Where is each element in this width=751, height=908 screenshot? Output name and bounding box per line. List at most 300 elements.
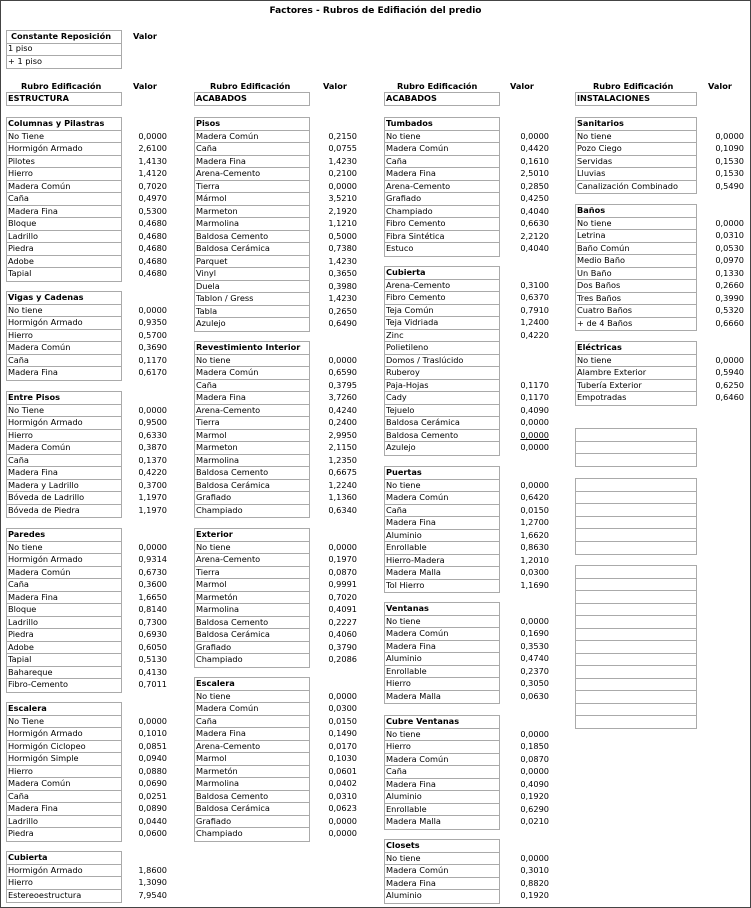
item-value: 0,1970 <box>328 554 357 564</box>
item-label: Arena-Cemento <box>386 280 451 290</box>
section-title: Cubre Ventanas <box>386 716 460 726</box>
constante-valor-header: Valor <box>133 31 157 41</box>
category-label: ACABADOS <box>196 93 247 103</box>
item-label: Grafiado <box>196 816 232 826</box>
item-label: Madera Fina <box>196 728 246 738</box>
item-label: Marmol <box>196 753 227 763</box>
section-title: Cubierta <box>8 852 48 862</box>
item-label: Bloque <box>8 218 37 228</box>
item-value: 0,0000 <box>520 853 549 863</box>
item-label: Marmol <box>196 430 227 440</box>
item-value: 2,9950 <box>328 430 357 440</box>
item-value: 0,6170 <box>138 367 167 377</box>
item-label: No tiene <box>8 305 43 315</box>
item-value: 0,6930 <box>138 629 167 639</box>
item-value: 0,0402 <box>328 778 357 788</box>
item-value: 0,0310 <box>715 230 744 240</box>
item-value: 0,2650 <box>328 306 357 316</box>
item-label: Alambre Exterior <box>577 367 647 377</box>
item-value: 0,0623 <box>328 803 357 813</box>
section-title: Cubierta <box>386 267 426 277</box>
item-label: Caña <box>8 355 29 365</box>
item-label: Ruberoy <box>386 367 420 377</box>
item-label: Champiado <box>196 654 243 664</box>
item-value: 0,0000 <box>715 355 744 365</box>
item-value: 0,6460 <box>715 392 744 402</box>
item-label: Madera Fina <box>386 641 436 651</box>
item-value: 1,1970 <box>138 505 167 515</box>
item-value: 0,6490 <box>328 318 357 328</box>
item-label: Pilotes <box>8 156 35 166</box>
item-value: 0,1490 <box>328 728 357 738</box>
item-value: 0,0000 <box>520 616 549 626</box>
item-value: 0,6050 <box>138 642 167 652</box>
item-value: 0,0000 <box>328 828 357 838</box>
item-label: Caña <box>386 505 407 515</box>
item-label: Madera Común <box>196 131 259 141</box>
item-label: Champiado <box>196 505 243 515</box>
item-label: Hormigón Armado <box>8 865 83 875</box>
item-value: 0,9991 <box>328 579 357 589</box>
item-value: 0,0000 <box>328 816 357 826</box>
item-value: 0,0000 <box>520 729 549 739</box>
item-value: 0,1530 <box>715 156 744 166</box>
item-value: 0,3870 <box>138 442 167 452</box>
item-label: Cady <box>386 392 407 402</box>
item-label: Caña <box>8 193 29 203</box>
item-value: 1,1970 <box>138 492 167 502</box>
item-label: Madera Común <box>8 567 71 577</box>
item-value: 0,1370 <box>138 455 167 465</box>
item-value: 0,6630 <box>520 218 549 228</box>
item-label: Tierra <box>196 417 220 427</box>
item-label: Madera Fina <box>8 467 58 477</box>
item-label: Fibro-Cemento <box>8 679 69 689</box>
item-label: Baldosa Cemento <box>196 467 269 477</box>
item-label: Tabla <box>196 306 218 316</box>
item-label: Teja Común <box>386 305 434 315</box>
item-value: 0,1850 <box>520 741 549 751</box>
item-label: No tiene <box>386 616 421 626</box>
item-label: Aluminio <box>386 890 422 900</box>
item-value: 0,0300 <box>328 703 357 713</box>
item-value: 0,4220 <box>520 330 549 340</box>
item-label: Aluminio <box>386 530 422 540</box>
item-label: Marmeton <box>196 206 238 216</box>
item-value: 0,4040 <box>520 243 549 253</box>
item-value: 0,1530 <box>715 168 744 178</box>
item-value: 0,6330 <box>138 430 167 440</box>
item-value: 0,0890 <box>138 803 167 813</box>
item-label: Caña <box>386 766 407 776</box>
item-value: 0,0210 <box>520 816 549 826</box>
item-value: 0,0970 <box>715 255 744 265</box>
item-label: Hormigón Armado <box>8 143 83 153</box>
col-header-rubro: Rubro Edificación <box>21 81 102 91</box>
item-value: 1,1690 <box>520 580 549 590</box>
item-value: 0,1090 <box>715 143 744 153</box>
col-header-valor: Valor <box>323 81 347 91</box>
item-label: Tubería Exterior <box>577 380 642 390</box>
section-title: Eléctricas <box>577 342 622 352</box>
item-value: 0,6370 <box>520 292 549 302</box>
item-label: Hormigón Armado <box>8 317 83 327</box>
item-value: 1,3090 <box>138 877 167 887</box>
section-title: Ventanas <box>386 603 429 613</box>
item-value: 1,4120 <box>138 168 167 178</box>
item-label: Baldosa Cemento <box>196 791 269 801</box>
item-value: 0,3690 <box>138 342 167 352</box>
item-label: Madera Común <box>386 865 449 875</box>
item-value: 1,2010 <box>520 555 549 565</box>
item-label: Madera Común <box>196 703 259 713</box>
item-value: 0,0690 <box>138 778 167 788</box>
item-label: Hierro <box>8 430 33 440</box>
item-label: Bóveda de Ladrillo <box>8 492 85 502</box>
item-value: 0,4130 <box>138 667 167 677</box>
item-value: 0,0000 <box>520 480 549 490</box>
item-value: 0,3650 <box>328 268 357 278</box>
item-label: Hormigón Armado <box>8 417 83 427</box>
item-label: Ladrillo <box>8 816 38 826</box>
item-value: 0,3530 <box>520 641 549 651</box>
item-label: Tapial <box>8 654 32 664</box>
item-value: 0,0940 <box>138 753 167 763</box>
item-value: 0,0310 <box>328 791 357 801</box>
item-value: 0,8140 <box>138 604 167 614</box>
section-title: Sanitarios <box>577 118 624 128</box>
item-value: 2,1920 <box>328 206 357 216</box>
col-header-valor: Valor <box>510 81 534 91</box>
item-label: No tiene <box>386 131 421 141</box>
item-value: 0,2400 <box>328 417 357 427</box>
item-label: Adobe <box>8 642 34 652</box>
item-label: Piedra <box>8 629 34 639</box>
item-value: 0,2850 <box>520 181 549 191</box>
item-label: Fibro Cemento <box>386 292 446 302</box>
item-value: 0,0440 <box>138 816 167 826</box>
item-label: Baño Común <box>577 243 630 253</box>
item-value: 0,3600 <box>138 579 167 589</box>
item-label: Bahareque <box>8 667 53 677</box>
item-value: 0,1010 <box>138 728 167 738</box>
item-value: 0,6730 <box>138 567 167 577</box>
item-value: 1,4230 <box>328 156 357 166</box>
item-value: 0,0300 <box>520 567 549 577</box>
item-label: Pozo Ciego <box>577 143 622 153</box>
item-value: 0,3795 <box>328 380 357 390</box>
item-value: 0,3980 <box>328 281 357 291</box>
item-value: 0,0170 <box>328 741 357 751</box>
item-label: Hierro <box>386 678 411 688</box>
constante-row: + 1 piso <box>8 56 43 66</box>
item-label: Piedra <box>8 243 34 253</box>
item-label: No tiene <box>196 542 231 552</box>
item-label: Medio Baño <box>577 255 626 265</box>
item-value: 0,0000 <box>520 442 549 452</box>
item-label: Mármol <box>196 193 227 203</box>
item-value: 0,0150 <box>328 716 357 726</box>
item-value: 0,0000 <box>328 355 357 365</box>
item-label: Baldosa Cerámica <box>196 480 270 490</box>
item-label: Baldosa Cemento <box>386 430 459 440</box>
item-value: 0,7380 <box>328 243 357 253</box>
item-label: No tiene <box>8 542 43 552</box>
item-value: 0,4060 <box>328 629 357 639</box>
section-title: Tumbados <box>386 118 433 128</box>
item-label: Marmolina <box>196 604 240 614</box>
item-label: Hierro <box>8 168 33 178</box>
item-label: Caña <box>196 380 217 390</box>
item-label: Madera Común <box>196 367 259 377</box>
item-label: Hierro <box>8 330 33 340</box>
item-value: 0,0000 <box>520 417 549 427</box>
item-value: 0,8630 <box>520 542 549 552</box>
item-value: 0,4040 <box>520 206 549 216</box>
item-label: No tiene <box>577 355 612 365</box>
item-label: Madera Común <box>386 143 449 153</box>
item-label: Arena-Cemento <box>196 741 261 751</box>
item-value: 1,2240 <box>328 480 357 490</box>
item-label: Madera Fina <box>386 168 436 178</box>
item-label: Tejuelo <box>386 405 415 415</box>
item-value: 0,3100 <box>520 280 549 290</box>
item-value: 0,1170 <box>138 355 167 365</box>
item-value: 0,7020 <box>138 181 167 191</box>
item-value: 0,3050 <box>520 678 549 688</box>
item-label: Madera Común <box>8 778 71 788</box>
item-value: 3,7260 <box>328 392 357 402</box>
item-label: Marmol <box>196 579 227 589</box>
item-label: Estuco <box>386 243 414 253</box>
col-header-rubro: Rubro Edificación <box>397 81 478 91</box>
item-label: Un Baño <box>577 268 612 278</box>
item-label: No Tiene <box>8 405 45 415</box>
item-label: Azulejo <box>386 442 416 452</box>
item-value: 0,1920 <box>520 791 549 801</box>
item-label: Madera Común <box>386 492 449 502</box>
item-value: 1,1360 <box>328 492 357 502</box>
item-label: Grafiado <box>196 492 232 502</box>
item-label: Arena-Cemento <box>196 554 261 564</box>
item-value: 0,0000 <box>138 716 167 726</box>
item-label: Madera Malla <box>386 816 441 826</box>
section-title: Escalera <box>196 678 235 688</box>
item-value: 0,4680 <box>138 256 167 266</box>
item-value: 2,2120 <box>520 231 549 241</box>
item-value: 0,2370 <box>520 666 549 676</box>
col-header-valor: Valor <box>708 81 732 91</box>
item-value: 0,4220 <box>138 467 167 477</box>
item-value: 0,4680 <box>138 231 167 241</box>
item-value: 0,1610 <box>520 156 549 166</box>
item-label: Hormigón Armado <box>8 554 83 564</box>
item-label: No tiene <box>386 853 421 863</box>
item-label: Dos Baños <box>577 280 621 290</box>
item-value: 0,0150 <box>520 505 549 515</box>
item-label: Baldosa Cemento <box>196 617 269 627</box>
item-value: 1,6650 <box>138 592 167 602</box>
item-label: Enrollable <box>386 542 427 552</box>
item-label: Empotradas <box>577 392 627 402</box>
item-label: Tierra <box>196 567 220 577</box>
item-value: 0,3010 <box>520 865 549 875</box>
item-label: Aluminio <box>386 791 422 801</box>
item-value: 0,4740 <box>520 653 549 663</box>
item-label: No tiene <box>196 691 231 701</box>
item-value: 0,0870 <box>520 754 549 764</box>
item-label: Tol Hierro <box>386 580 425 590</box>
item-value: 0,4680 <box>138 218 167 228</box>
item-label: Madera Fina <box>386 878 436 888</box>
empty-box <box>575 478 697 555</box>
item-label: Baldosa Cerámica <box>196 803 270 813</box>
item-label: Caña <box>8 579 29 589</box>
item-value: 0,9350 <box>138 317 167 327</box>
item-value: 0,2100 <box>328 168 357 178</box>
item-value: 0,4680 <box>138 243 167 253</box>
item-label: Aluminio <box>386 653 422 663</box>
item-value: 7,9540 <box>138 890 167 900</box>
item-value: 1,2400 <box>520 317 549 327</box>
item-label: No tiene <box>196 355 231 365</box>
item-label: No Tiene <box>8 131 45 141</box>
item-value: 3,5210 <box>328 193 357 203</box>
item-label: Grafiado <box>196 642 232 652</box>
item-label: Piedra <box>8 828 34 838</box>
item-label: Bóveda de Piedra <box>8 505 80 515</box>
item-label: No tiene <box>386 480 421 490</box>
item-value: 0,0000 <box>520 766 549 776</box>
item-value: 2,6100 <box>138 143 167 153</box>
item-value: 0,7020 <box>328 592 357 602</box>
item-label: Tres Baños <box>577 293 621 303</box>
item-label: Estereoestructura <box>8 890 82 900</box>
item-label: Hierro <box>8 877 33 887</box>
item-value: 0,0000 <box>328 181 357 191</box>
item-value: 0,6675 <box>328 467 357 477</box>
item-label: Vinyl <box>196 268 217 278</box>
category-label: ACABADOS <box>386 93 437 103</box>
item-value: 0,7910 <box>520 305 549 315</box>
item-label: Baldosa Cerámica <box>386 417 460 427</box>
item-label: Madera y Ladrillo <box>8 480 79 490</box>
item-label: Marmolina <box>196 455 240 465</box>
item-label: Marmolina <box>196 218 240 228</box>
item-value: 0,9314 <box>138 554 167 564</box>
item-label: Hierro <box>386 741 411 751</box>
item-label: Madera Malla <box>386 691 441 701</box>
item-label: No Tiene <box>8 716 45 726</box>
item-label: Paja-Hojas <box>386 380 429 390</box>
section-title: Vigas y Cadenas <box>8 292 84 302</box>
item-label: Fibro Cemento <box>386 218 446 228</box>
item-value: 0,9500 <box>138 417 167 427</box>
item-value: 0,1170 <box>520 392 549 402</box>
item-value: 0,3700 <box>138 480 167 490</box>
empty-box <box>575 428 697 467</box>
item-value: 0,1690 <box>520 628 549 638</box>
item-value: 0,5700 <box>138 330 167 340</box>
item-value: 0,0755 <box>328 143 357 153</box>
item-value: 0,2660 <box>715 280 744 290</box>
item-value: 0,6590 <box>328 367 357 377</box>
item-value: 0,0000 <box>520 131 549 141</box>
item-value: 0,1920 <box>520 890 549 900</box>
item-label: Madera Fina <box>196 392 246 402</box>
item-label: Madera Fina <box>386 517 436 527</box>
item-label: No tiene <box>577 218 612 228</box>
item-value: 0,0000 <box>138 305 167 315</box>
item-label: Cuatro Baños <box>577 305 633 315</box>
item-value: 1,6620 <box>520 530 549 540</box>
item-label: Madera Fina <box>196 156 246 166</box>
item-label: Tapial <box>8 268 32 278</box>
section-title: Escalera <box>8 703 47 713</box>
item-label: Zinc <box>386 330 404 340</box>
item-label: Hierro-Madera <box>386 555 445 565</box>
item-label: Ladrillo <box>8 617 38 627</box>
item-value: 0,5320 <box>715 305 744 315</box>
item-label: Marmolina <box>196 778 240 788</box>
item-value: 2,5010 <box>520 168 549 178</box>
item-value: 0,4091 <box>328 604 357 614</box>
item-label: Tablon / Gress <box>196 293 254 303</box>
item-value: 0,4250 <box>520 193 549 203</box>
section-title: Puertas <box>386 467 422 477</box>
item-label: Arena-Cemento <box>196 405 261 415</box>
item-label: Tierra <box>196 181 220 191</box>
empty-box <box>575 565 697 729</box>
item-label: Hormigón Simple <box>8 753 79 763</box>
item-label: Hormigón Ciclopeo <box>8 741 86 751</box>
item-label: Azulejo <box>196 318 226 328</box>
item-value: 0,4420 <box>520 143 549 153</box>
item-label: Canalización Combinado <box>577 181 678 191</box>
item-value: 0,5130 <box>138 654 167 664</box>
item-value: 0,4970 <box>138 193 167 203</box>
item-label: Arena-Cemento <box>196 168 261 178</box>
item-value: 0,3990 <box>715 293 744 303</box>
item-value: 1,4230 <box>328 256 357 266</box>
item-label: Madera Común <box>8 342 71 352</box>
report-title: Factores - Rubros de Edifiación del predio <box>269 6 482 16</box>
section-title: Revestimiento Interior <box>196 342 301 352</box>
item-label: Baldosa Cerámica <box>196 243 270 253</box>
section-title: Columnas y Pilastras <box>8 118 105 128</box>
item-value: 0,4240 <box>328 405 357 415</box>
item-label: Hierro <box>8 766 33 776</box>
item-value: 0,6420 <box>520 492 549 502</box>
item-value: 0,5940 <box>715 367 744 377</box>
item-value: 2,1150 <box>328 442 357 452</box>
item-label: Enrollable <box>386 804 427 814</box>
item-value: 0,2227 <box>328 617 357 627</box>
item-label: Teja Vidriada <box>386 317 439 327</box>
item-label: Marmeton <box>196 442 238 452</box>
item-label: Marmetón <box>196 592 238 602</box>
constante-header: Constante Reposición <box>11 31 112 41</box>
item-value: 0,0000 <box>520 430 549 440</box>
item-value: 0,0630 <box>520 691 549 701</box>
item-label: Caña <box>8 791 29 801</box>
item-value: 0,5490 <box>715 181 744 191</box>
item-label: Domos / Traslúcido <box>386 355 464 365</box>
item-value: 1,1210 <box>328 218 357 228</box>
item-label: Caña <box>8 455 29 465</box>
item-value: 0,0600 <box>138 828 167 838</box>
item-value: 0,7011 <box>138 679 167 689</box>
